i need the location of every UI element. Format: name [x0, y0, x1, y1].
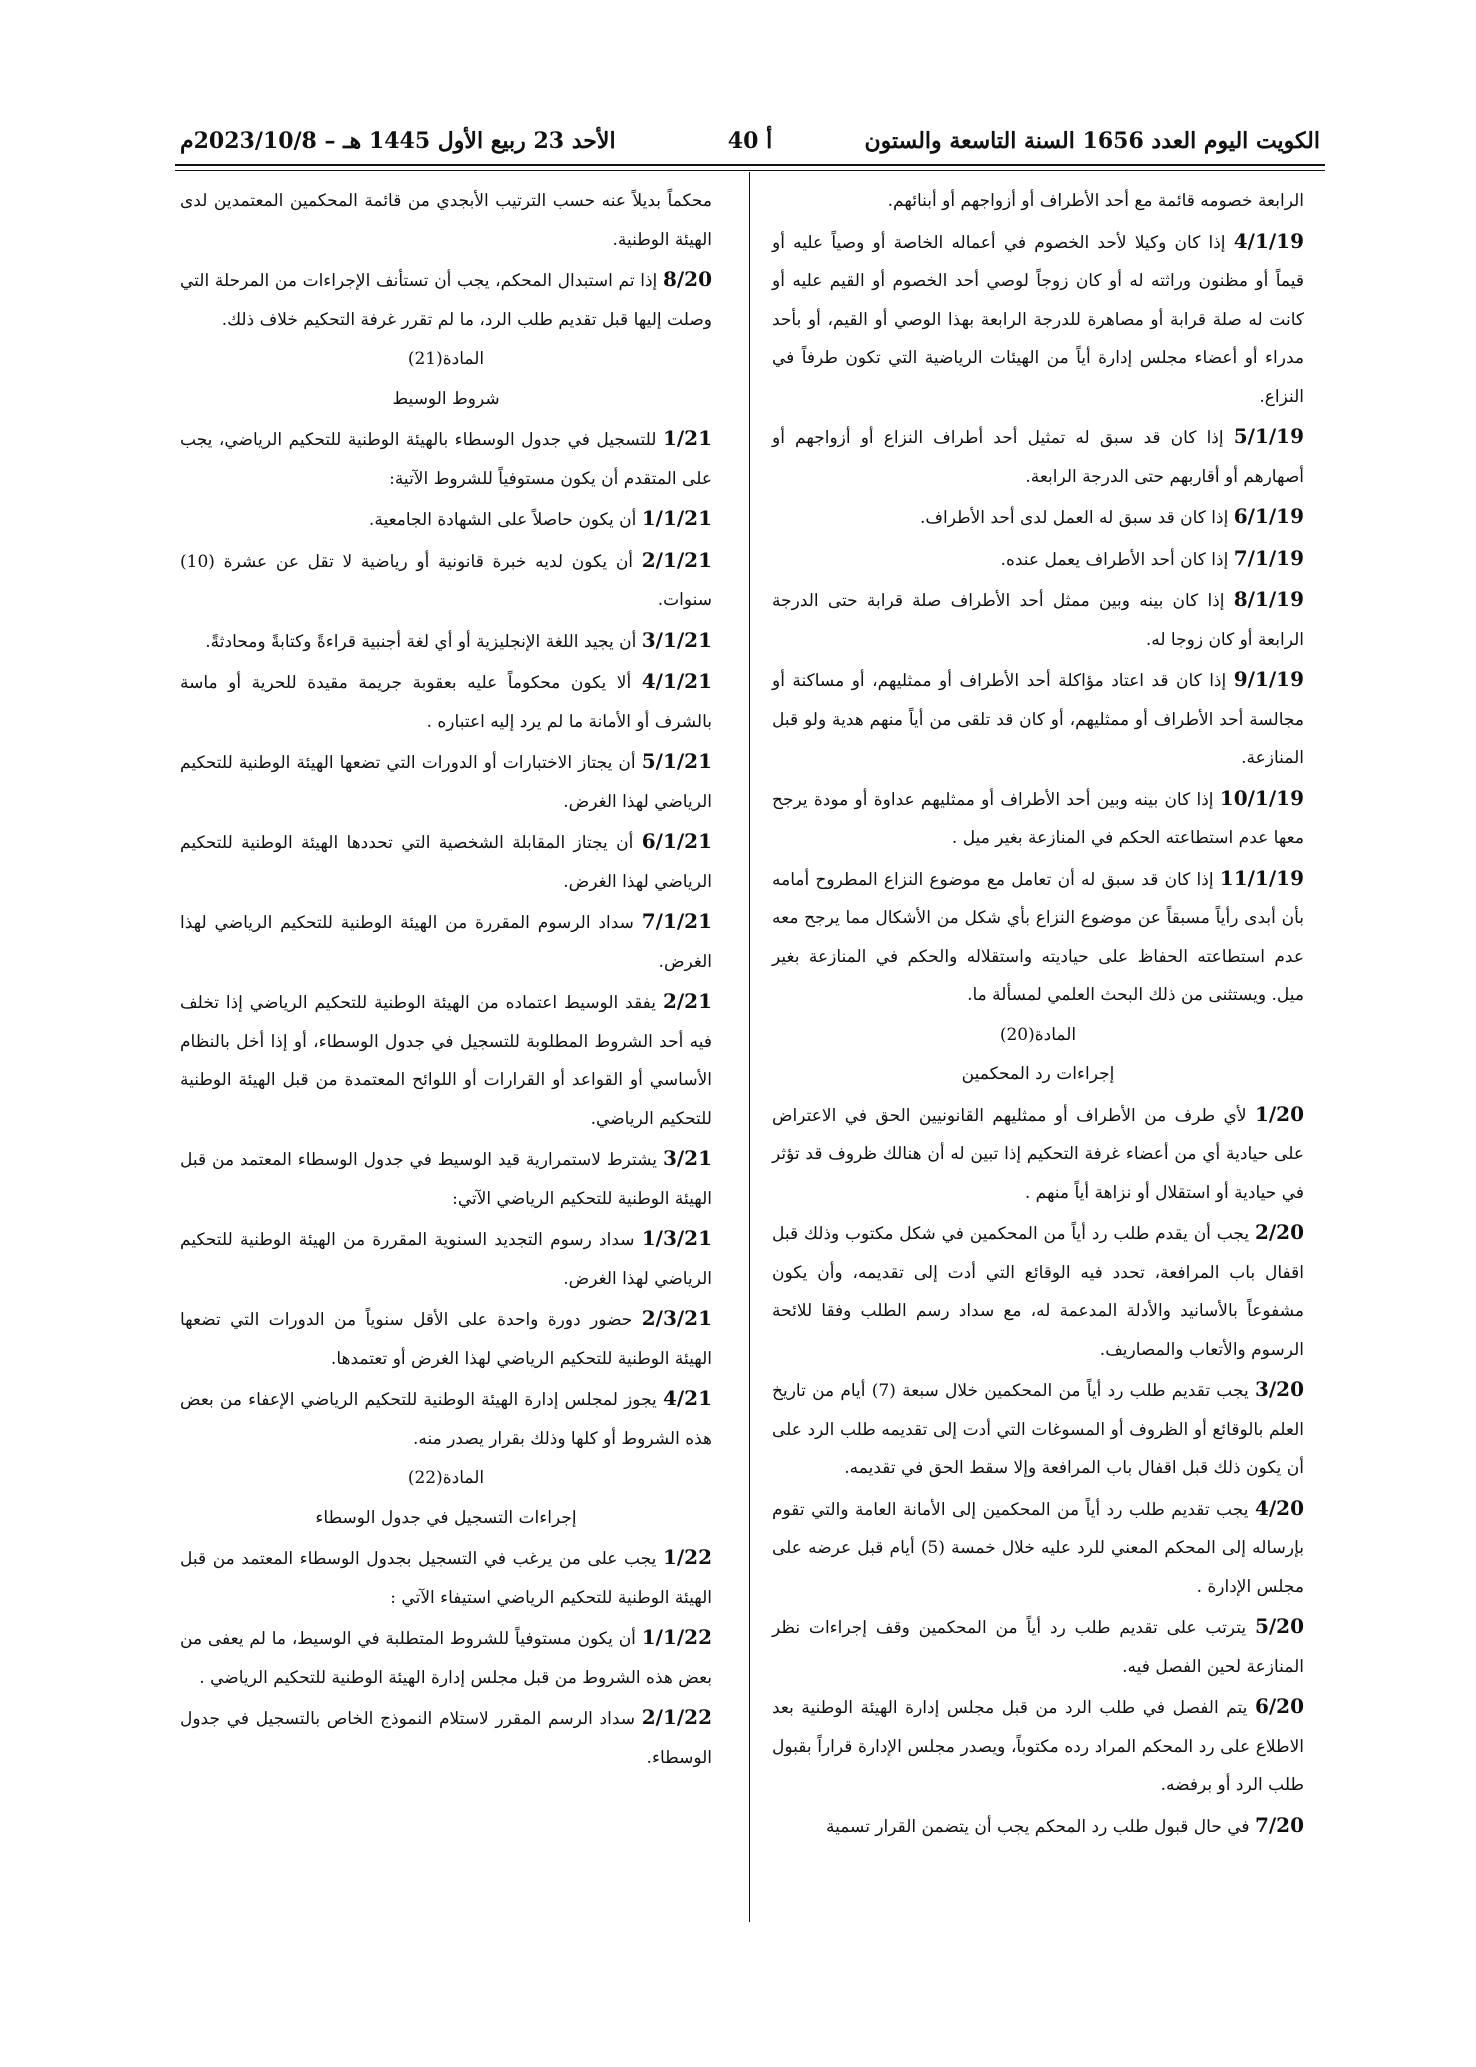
clause-text: سداد الرسم المقرر لاستلام النموذج الخاص بالتسجيل في جدول الوسطاء. — [180, 1709, 712, 1768]
clause-text: إذا كان قد اعتاد مؤاكلة أحد الأطراف أو ممثليهم، أو مساكنة أو مجالسة أحد الأطراف أو ممثليهم، أو كان قد تلقى من أياً منهم هدية ولو قبل المنازعة. — [772, 671, 1304, 768]
clause-text: أن يجتاز الاختبارات أو الدورات التي تضعها الهيئة الوطنية للتحكيم الرياضي لهذا الغرض. — [180, 753, 712, 812]
clause-text: إذا تم استبدال المحكم، يجب أن تستأنف الإجراءات من المرحلة التي وصلت إليها قبل تقديم طلب الرد، ما لم تقرر غرفة التحكيم خلاف ذلك. — [180, 271, 712, 330]
clause-text: إذا كان بينه وبين ممثل أحد الأطراف صلة قرابة حتى الدرجة الرابعة أو كان زوجا له. — [772, 591, 1304, 650]
clause-paragraph — [772, 1806, 1304, 1847]
clause-text: أن يجتاز المقابلة الشخصية التي تحددها الهيئة الوطنية للتحكيم الرياضي لهذا الغرض. — [180, 833, 712, 892]
clause-text: يجب أن يقدم طلب رد أياً من المحكمين في شكل مكتوب وذلك قبل اقفال باب المرافعة، تحدد فيه الوقائع التي أدت إلى تقديمه، وأن يكون مشفوعاً بالأسانيد والأدلة المدعمة له، مع سداد رسم الطلب وفقا للائحة الرسوم والأتعاب والمصاريف. — [772, 1224, 1304, 1360]
clause-paragraph — [772, 1213, 1304, 1369]
clause-number: 8/1/19 — [1233, 587, 1304, 611]
clause-number: 3/1/21 — [641, 627, 712, 652]
clause-text: يجب تقديم طلب رد أياً من المحكمين خلال سبعة (7) أيام من تاريخ العلم بالوقائع أو الظروف أو المسوغات التي أدت إلى تقديمه طلب الرد على أن يكون ذلك قبل اقفال باب المرافعة وإلا سقط الحق في تقديمه. — [772, 1381, 1304, 1478]
clause-text: أن يكون مستوفياً للشروط المتطلبة في الوسيط، ما لم يعفى من بعض هذه الشروط من قبل مجلس إدارة الهيئة الوطنية للتحكيم الرياضي . — [180, 1629, 712, 1688]
clause-paragraph — [180, 260, 712, 339]
clause-text: يترتب على تقديم طلب رد أياً من المحكمين وقف إجراءات نظر المنازعة لحين الفصل فيه. — [772, 1618, 1304, 1677]
clause-number: 2/3/21 — [641, 1306, 712, 1330]
header-issue: الكويت اليوم العدد 1656 السنة التاسعة والستون — [864, 128, 1320, 154]
clause-number: 4/1/19 — [1233, 228, 1304, 253]
clause-paragraph — [180, 541, 712, 620]
clause-paragraph — [180, 742, 712, 821]
clause-number: 5/1/21 — [641, 749, 712, 773]
clause-text: إذا كان أحد الأطراف يعمل عنده. — [1000, 549, 1234, 570]
clause-paragraph — [772, 779, 1304, 858]
clause-paragraph — [180, 1698, 712, 1777]
clause-paragraph — [772, 1489, 1304, 1607]
clause-paragraph — [180, 1618, 712, 1697]
clause-paragraph — [772, 660, 1304, 778]
article-heading: شروط الوسيط — [392, 388, 500, 409]
clause-paragraph — [180, 621, 712, 662]
clause-text: لأي طرف من الأطراف أو ممثليهم القانونيين الحق في الاعتراض على حيادية أي من أعضاء غرفة التحكيم إذا تبين له أن هنالك ظروف قد تؤثر في حيادية أو استقلال أو نزاهة أياً منهم . — [772, 1105, 1304, 1203]
clause-number: 5/1/19 — [1233, 424, 1304, 448]
article-heading: إجراءات التسجيل في جدول الوسطاء — [315, 1507, 577, 1528]
clause-text: يجب تقديم طلب رد أياً من المحكمين إلى الأمانة العامة والتي تقوم بإرساله إلى المحكم المعني للرد عليه خلال خمسة (5) أيام قبل عرضه على مجلس الإدارة . — [772, 1499, 1304, 1597]
clause-paragraph — [180, 182, 712, 259]
clause-text: إذا كان بينه وبين أحد الأطراف أو ممثليهم عداوة أو مودة يرجح معها عدم استطاعته الحكم في المنازعة بغير ميل . — [772, 789, 1304, 848]
clause-text: يجب على من يرغب في التسجيل بجدول الوسطاء المعتمد من قبل الهيئة الوطنية للتحكيم الرياضي استيفاء الآتي : — [180, 1549, 712, 1608]
article-heading: إجراءات رد المحكمين — [961, 1064, 1115, 1084]
clause-text: أن يكون لديه خبرة قانونية أو رياضية لا تقل عن عشرة (10) سنوات. — [180, 551, 712, 610]
clause-paragraph — [772, 1607, 1304, 1686]
clause-number: 1/1/21 — [641, 506, 712, 530]
clause-number: 3/20 — [1254, 1377, 1304, 1401]
clause-paragraph — [772, 1687, 1304, 1805]
header-rule — [175, 164, 1325, 166]
clause-number: 4/21 — [662, 1386, 712, 1410]
clause-text: إذا كان قد سبق له أن تعامل مع موضوع النزاع المطروح أمامه بأن أبدى رأياً مسبقاً عن موضوع النزاع بأي شكل من الأشكال مما يرجح معه عدم استطاعته الحفاظ على حياديته واستقلاله والحكم في المنازعة بغير ميل. ويستثنى من ذلك البحث العلمي لمسألة ما. — [772, 869, 1304, 1005]
clause-text: سداد رسوم التجديد السنوية المقررة من الهيئة الوطنية للتحكيم الرياضي لهذا الغرض. — [180, 1230, 712, 1289]
clause-paragraph — [180, 1538, 712, 1617]
clause-text: يشترط لاستمرارية قيد الوسيط في جدول الوسطاء المعتمد من قبل الهيئة الوطنية للتحكيم الرياضي الآتي: — [180, 1150, 712, 1209]
clause-number: 2/20 — [1254, 1220, 1304, 1244]
clause-number: 7/1/19 — [1233, 545, 1304, 570]
clause-number: 7/20 — [1254, 1812, 1304, 1837]
header-rule-thin — [175, 170, 1325, 171]
clause-paragraph — [772, 222, 1304, 417]
article-heading: المادة(20) — [999, 1024, 1077, 1045]
clause-paragraph — [772, 580, 1304, 659]
clause-paragraph — [772, 417, 1304, 496]
clause-number: 6/20 — [1254, 1694, 1304, 1718]
clause-number: 1/20 — [1254, 1101, 1304, 1126]
clause-text: محكماً بديلاً عنه حسب الترتيب الأبجدي من قائمة المحكمين المعتمدين لدى الهيئة الوطنية. — [180, 191, 712, 250]
clause-number: 9/1/19 — [1233, 667, 1304, 691]
clause-number: 1/22 — [662, 1545, 712, 1569]
clause-paragraph — [180, 1379, 712, 1458]
column-divider — [749, 172, 750, 1922]
clause-number: 1/1/22 — [641, 1625, 712, 1649]
header-page-number: أ 40 — [727, 128, 773, 154]
clause-text: إذا كان وكيلا لأحد الخصوم في أعماله الخاصة أو وصياً عليه أو قيماً أو مظنون وراثته له أو كان زوجاً لوصي أحد الخصوم أو القيم عليه أو كانت له صلة قرابة أو مصاهرة للدرجة الرابعة بهذا الوصي أو القيم، أو بأحد مدراء أو أعضاء مجلس إدارة أياً من الهيئات الرياضية التي تكون طرفاً في النزاع. — [772, 232, 1304, 407]
clause-number: 8/20 — [662, 267, 712, 291]
clause-text: حضور دورة واحدة على الأقل سنوياً من الدورات التي تضعها الهيئة الوطنية للتحكيم الرياضي لهذا الغرض أو تعتمدها. — [180, 1310, 712, 1369]
clause-text: الرابعة خصومه قائمة مع أحد الأطراف أو أزواجهم أو أبنائهم. — [887, 191, 1304, 211]
clause-paragraph — [180, 822, 712, 901]
clause-paragraph — [180, 662, 712, 741]
clause-number: 4/20 — [1254, 1495, 1304, 1520]
clause-number: 6/1/21 — [641, 829, 712, 853]
clause-number: 3/21 — [662, 1146, 712, 1170]
clause-paragraph — [772, 539, 1304, 580]
clause-text: أن يكون حاصلاً على الشهادة الجامعية. — [368, 510, 642, 530]
clause-number: 7/1/21 — [641, 909, 712, 933]
clause-paragraph — [772, 1095, 1304, 1213]
clause-paragraph — [180, 419, 712, 498]
clause-number: 5/20 — [1254, 1614, 1304, 1638]
clause-paragraph — [180, 499, 712, 540]
clause-paragraph — [772, 497, 1304, 538]
clause-paragraph — [180, 1139, 712, 1218]
clause-text: في حال قبول طلب رد المحكم يجب أن يتضمن القرار تسمية — [825, 1816, 1255, 1837]
clause-paragraph — [180, 1299, 712, 1378]
header-date: الأحد 23 ربيع الأول 1445 هـ – 2023/10/8م — [180, 128, 616, 154]
clause-paragraph — [180, 1219, 712, 1298]
article-heading: المادة(22) — [407, 1468, 485, 1488]
clause-text: ألا يكون محكوماً عليه بعقوبة جريمة مقيدة للحرية أو ماسة بالشرف أو الأمانة ما لم يرد إليه اعتباره . — [180, 673, 712, 732]
clause-number: 4/1/21 — [641, 669, 712, 693]
clause-number: 10/1/19 — [1219, 785, 1304, 810]
clause-paragraph — [180, 902, 712, 981]
clause-number: 1/3/21 — [641, 1226, 712, 1250]
article-heading: المادة(21) — [407, 349, 485, 369]
clause-number: 11/1/19 — [1219, 865, 1304, 890]
clause-text: يجوز لمجلس إدارة الهيئة الوطنية للتحكيم الرياضي الإعفاء من بعض هذه الشروط أو كلها وذلك بقرار يصدر منه. — [180, 1390, 712, 1449]
clause-text: يتم الفصل في طلب الرد من قبل مجلس إدارة الهيئة الوطنية بعد الاطلاع على رد المحكم المراد رده مكتوباً، ويصدر مجلس الإدارة قراراً بقبول طلب الرد أو برفضه. — [772, 1698, 1304, 1795]
clause-number: 1/21 — [662, 426, 712, 450]
right-column — [772, 182, 1304, 1847]
clause-number: 2/1/22 — [641, 1705, 712, 1729]
clause-text: إذا كان قد سبق له تمثيل أحد أطراف النزاع أو أزواجهم أو أصهارهم أو أقاربهم حتى الدرجة الرابعة. — [772, 428, 1304, 487]
clause-text: إذا كان قد سبق له العمل لدى أحد الأطراف. — [919, 508, 1234, 528]
clause-paragraph — [772, 859, 1304, 1015]
clause-text: للتسجيل في جدول الوسطاء بالهيئة الوطنية للتحكيم الرياضي، يجب على المتقدم أن يكون مستوفياً للشروط الآتية: — [180, 430, 712, 489]
clause-paragraph — [180, 982, 712, 1138]
clause-number: 6/1/19 — [1233, 504, 1304, 528]
clause-paragraph — [772, 182, 1304, 221]
clause-text: يفقد الوسيط اعتماده من الهيئة الوطنية للتحكيم الرياضي إذا تخلف فيه أحد الشروط المطلوبة للتسجيل في جدول الوسطاء، أو إذا أخل بالنظام الأساسي أو القواعد أو القرارات أو اللوائح المعتمدة من قبل الهيئة الوطنية للتحكيم الرياضي. — [180, 993, 712, 1129]
clause-text: سداد الرسوم المقررة من الهيئة الوطنية للتحكيم الرياضي لهذا الغرض. — [180, 913, 712, 972]
clause-paragraph — [772, 1370, 1304, 1488]
clause-number: 2/1/21 — [641, 547, 712, 572]
page-header — [180, 118, 1320, 164]
left-column — [180, 182, 712, 1778]
clause-text: أن يجيد اللغة الإنجليزية أو أي لغة أجنبية قراءةً وكتابةً ومحادثةً. — [205, 631, 642, 652]
clause-number: 2/21 — [662, 989, 712, 1013]
